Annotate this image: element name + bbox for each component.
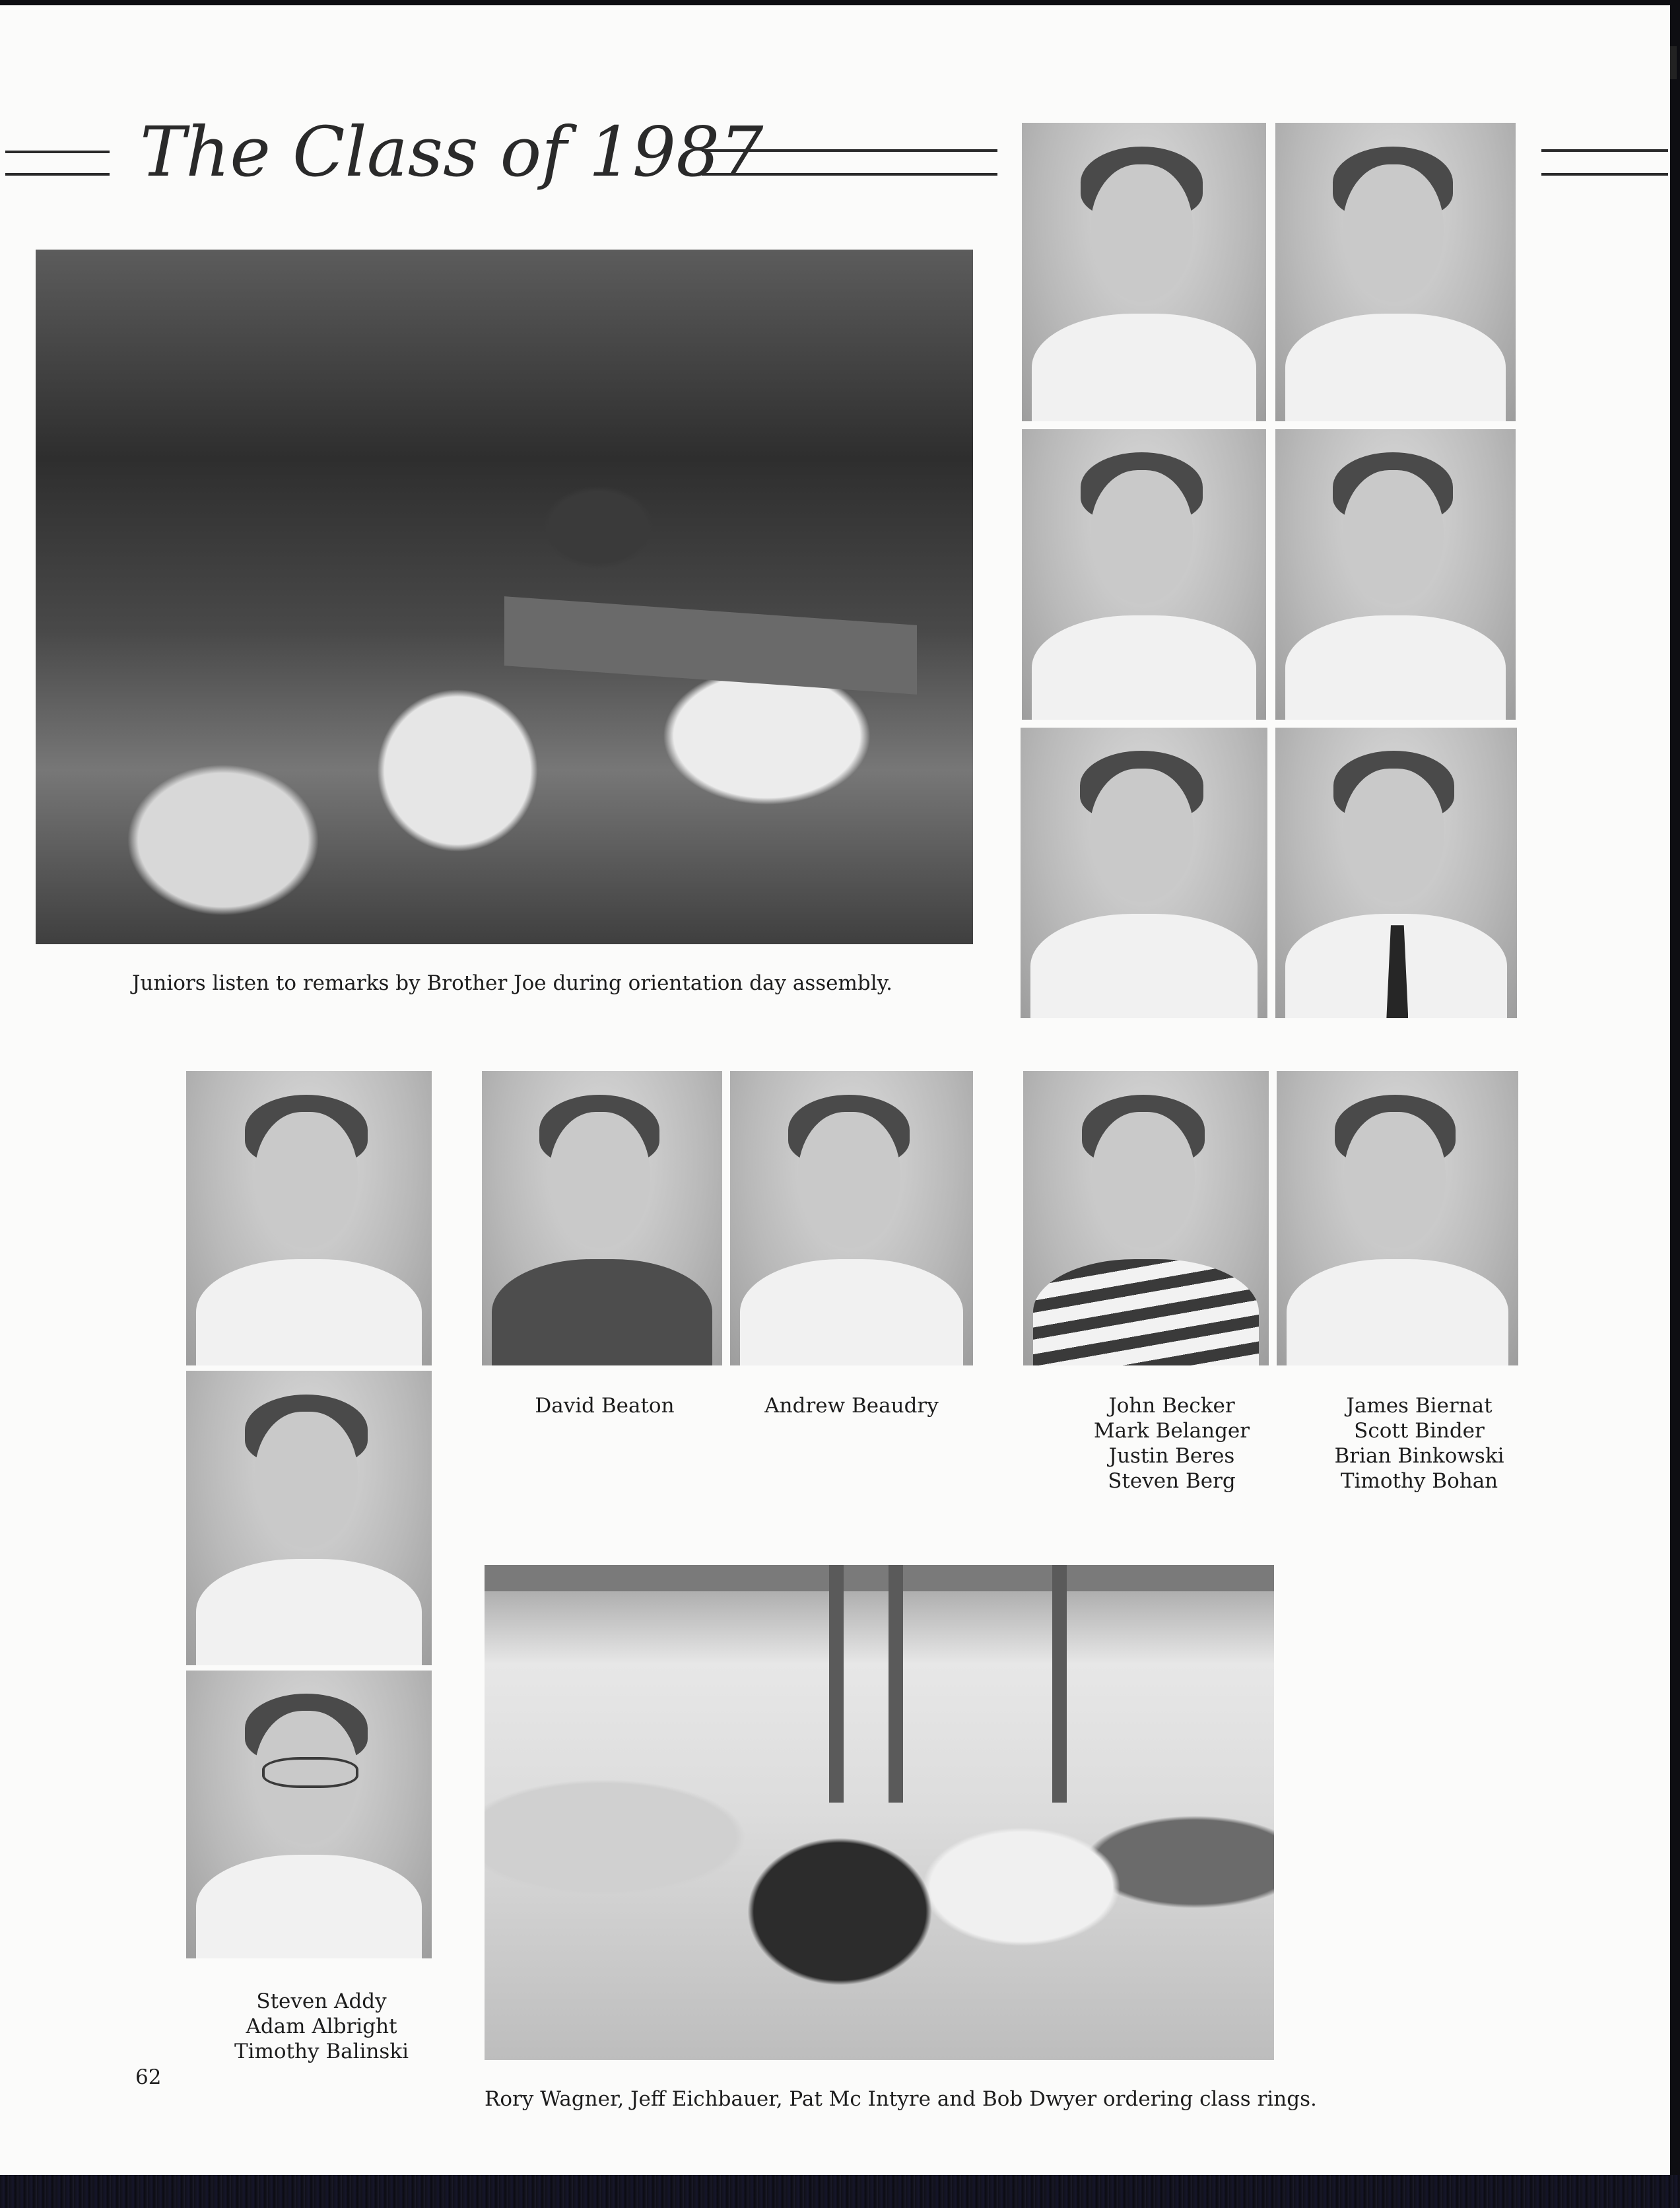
- page-number: 62: [135, 2065, 162, 2089]
- portrait-photo: [1022, 429, 1266, 720]
- scan-bottom-edge: [0, 2175, 1680, 2208]
- scan-edge-mark: [1670, 46, 1677, 79]
- portrait-photo: [1023, 1071, 1269, 1365]
- portrait-photo: [1275, 728, 1517, 1018]
- name-label-david-beaton: [482, 1393, 727, 1418]
- title-rule-right-bottom: [1541, 173, 1668, 176]
- student-name: Timothy Balinski: [234, 2040, 409, 2063]
- student-name: Scott Binder: [1354, 1419, 1485, 1443]
- student-name: Timothy Bohan: [1340, 1469, 1498, 1493]
- assembly-photo: [36, 250, 973, 944]
- class-rings-photo: [485, 1565, 1274, 2060]
- name-list-becker-group: [1023, 1393, 1320, 1494]
- title-rule-right-top: [1541, 149, 1668, 152]
- student-name: Andrew Beaudry: [764, 1394, 939, 1418]
- rings-photo-post: [829, 1565, 844, 1803]
- portrait-photo: [1022, 123, 1266, 421]
- name-label-andrew-beaudry: [730, 1393, 973, 1418]
- portrait-photo-david-beaton: [482, 1071, 722, 1365]
- class-rings-caption: Rory Wagner, Jeff Eichbauer, Pat Mc Intyre and Bob Dwyer ordering class rings.: [485, 2087, 1317, 2111]
- student-name: David Beaton: [535, 1394, 675, 1418]
- rings-photo-post: [889, 1565, 903, 1803]
- title-rule-left-top: [5, 151, 110, 153]
- portrait-photo-andrew-beaudry: [730, 1071, 973, 1365]
- student-name: Steven Berg: [1108, 1469, 1236, 1493]
- student-name: Justin Beres: [1108, 1444, 1235, 1468]
- rings-photo-post: [1052, 1565, 1067, 1803]
- assembly-photo-caption: Juniors listen to remarks by Brother Joe during orientation day assembly.: [132, 971, 892, 995]
- assembly-table: [504, 596, 917, 695]
- name-list-left-column: [186, 1989, 457, 2064]
- title-rule-left-bottom: [5, 173, 110, 176]
- student-name: James Biernat: [1346, 1394, 1493, 1418]
- student-name: John Becker: [1108, 1394, 1235, 1418]
- student-name: Mark Belanger: [1093, 1419, 1250, 1443]
- portrait-photo: [186, 1671, 432, 1958]
- portrait-photo: [1277, 1071, 1518, 1365]
- portrait-photo: [1275, 123, 1516, 421]
- page-title: The Class of 1987: [140, 112, 764, 192]
- rings-photo-rail: [485, 1565, 1274, 1591]
- student-name: Brian Binkowski: [1334, 1444, 1504, 1468]
- portrait-photo: [1275, 429, 1516, 720]
- student-name: Adam Albright: [246, 2015, 397, 2038]
- student-name: Steven Addy: [256, 1989, 387, 2013]
- name-list-biernat-group: [1314, 1393, 1525, 1494]
- portrait-photo: [1021, 728, 1267, 1018]
- portrait-photo: [186, 1071, 432, 1365]
- portrait-photo: [186, 1371, 432, 1665]
